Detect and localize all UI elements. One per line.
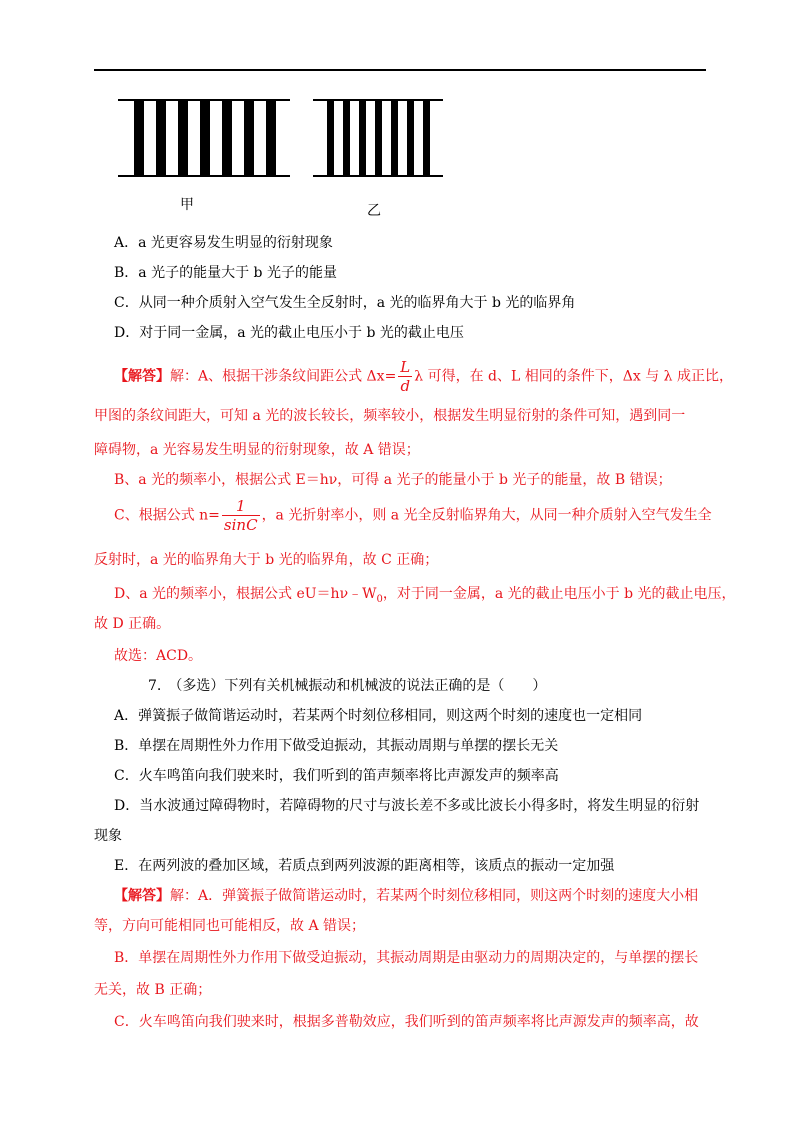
fringe-figure-yi: [313, 96, 443, 180]
fringe-bar: [343, 100, 350, 176]
fraction-l-over-d: $\frac{L}{d}$: [400, 358, 411, 395]
q6-answer-line-2: 甲图的条纹间距大，可知 a 光的波长较长，频率较小，根据发生明显衍射的条件可知，遇到同一: [94, 408, 686, 424]
q6-answer-line-3: 障碍物，a 光容易发生明显的衍射现象，故 A 错误；: [94, 442, 420, 458]
fraction-1-over-sinc: $\frac{1}{\sin C}$: [223, 497, 258, 534]
answer-tag: 【解答】: [114, 888, 170, 904]
fringe-bar: [222, 100, 232, 176]
fringe-bar: [266, 100, 276, 176]
figure-label-jia: 甲: [180, 197, 194, 213]
q7-answer-line-3: B．单摆在周期性外力作用下做受迫振动，其振动周期是由驱动力的周期决定的，与单摆的摆长: [114, 950, 699, 966]
q6-answer-line-7: D、a 光的频率小，根据公式 $eU=h\nu﹣W_0$，对于同一金属，a 光的截止电压小于 b 光的截止电压，: [114, 586, 736, 605]
fringe-bar: [423, 100, 430, 176]
q6-answer-line-5: C、根据公式 n= $\frac{1}{\sin C}$ ，a 光折射率小，则 a 光全反射临界角大，从同一种介质射入空气发生全: [114, 497, 712, 534]
q6-answer-line-6: 反射时，a 光的临界角大于 b 光的临界角，故 C 正确；: [94, 552, 439, 568]
q6-option-a: A．a 光更容易发生明显的衍射现象: [114, 235, 333, 251]
answer-tag: 【解答】: [114, 368, 170, 385]
q6-answer-line-4: B、a 光的频率小，根据公式 E＝hν，可得 a 光子的能量小于 b 光子的能量，故 B 错误；: [114, 472, 672, 488]
q6-answer-line-9: 故选：ACD。: [114, 648, 203, 664]
q7-answer-line-2: 等，方向可能相同也可能相反，故 A 错误；: [94, 918, 366, 934]
q7-option-d: D．当水波通过障碍物时，若障碍物的尺寸与波长差不多或比波长小得多时，将发生明显的衍射: [114, 798, 700, 814]
fringe-bar: [407, 100, 414, 176]
header-rule: [94, 69, 706, 71]
q7-answer-line-4: 无关，故 B 正确；: [94, 982, 212, 998]
fringe-bar: [391, 100, 398, 176]
q7-option-a: A．弹簧振子做简谐运动时，若某两个时刻位移相同，则这两个时刻的速度也一定相同: [114, 708, 643, 724]
fringe-bar: [200, 100, 210, 176]
fringe-figure-jia: [118, 96, 290, 180]
fringe-bar: [359, 100, 366, 176]
fringe-bar: [156, 100, 166, 176]
q7-stem: 7. （多选）下列有关机械振动和机械波的说法正确的是（ ）: [148, 678, 547, 694]
q6-answer-line-8: 故 D 正确。: [94, 616, 171, 632]
q7-option-d-cont: 现象: [94, 828, 122, 844]
q7-option-c: C．火车鸣笛向我们驶来时，我们听到的笛声频率将比声源发声的频率高: [114, 768, 559, 784]
q7-option-b: B．单摆在周期性外力作用下做受迫振动，其振动周期与单摆的摆长无关: [114, 738, 559, 754]
fringe-bar: [375, 100, 382, 176]
q6-option-b: B．a 光子的能量大于 b 光子的能量: [114, 265, 337, 281]
q7-answer-line-5: C．火车鸣笛向我们驶来时，根据多普勒效应，我们听到的笛声频率将比声源发声的频率高，故: [114, 1014, 699, 1030]
q6-option-c: C．从同一种介质射入空气发生全反射时，a 光的临界角大于 b 光的临界角: [114, 295, 576, 311]
fringe-bar: [244, 100, 254, 176]
q6-answer-line-1: 【解答】解：A、根据干涉条纹间距公式 Δx= $\frac{L}{d}$ λ 可得，在 d、L 相同的条件下，Δx 与 λ 成正比，: [114, 358, 733, 395]
fringe-bar: [178, 100, 188, 176]
figure-label-yi: 乙: [367, 203, 381, 219]
fringe-bar: [327, 100, 334, 176]
q6-option-d: D．对于同一金属，a 光的截止电压小于 b 光的截止电压: [114, 325, 464, 341]
fringe-bar: [134, 100, 144, 176]
q7-answer-line-1: 【解答】解：A．弹簧振子做简谐运动时，若某两个时刻位移相同，则这两个时刻的速度大小相: [114, 888, 699, 904]
q7-option-e: E．在两列波的叠加区域，若质点到两列波源的距离相等，该质点的振动一定加强: [114, 858, 615, 874]
